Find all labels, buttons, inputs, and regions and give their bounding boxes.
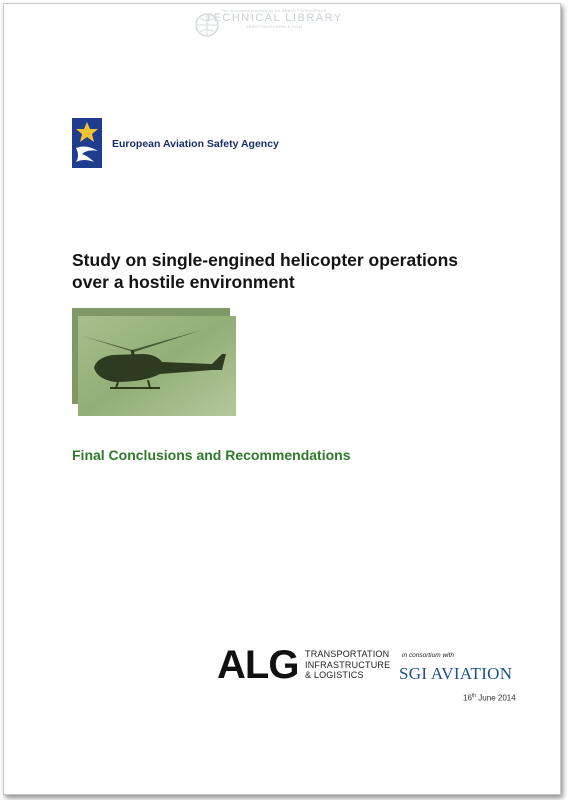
watermark-title: TECHNICAL LIBRARY [205, 12, 343, 24]
helicopter-silhouette-icon [72, 308, 236, 416]
document-subtitle: Final Conclusions and Recommendations [72, 447, 351, 463]
watermark-top-line: The document provided by the ABBOTT AEROSPACE [221, 8, 327, 13]
date-suffix: th [471, 693, 477, 699]
consortium-text: in consortium with [402, 652, 455, 659]
date-day: 16 [463, 693, 472, 703]
alg-logo: ALG [217, 643, 299, 687]
cover-image [72, 308, 236, 416]
document-date [463, 693, 516, 703]
easa-logo-icon [72, 118, 102, 168]
agency-name: European Aviation Safety Agency [112, 138, 279, 150]
alg-tagline-line-1: TRANSPORTATION [305, 649, 390, 659]
abbott-globe-icon [194, 12, 220, 38]
watermark-url: ABBOTTAEROSPACE.COM [245, 24, 303, 29]
alg-tagline-line-3: & LOGISTICS [305, 670, 364, 680]
title-line-1: Study on single-engined helicopter operations [72, 250, 459, 270]
sgi-aviation-logo: SGI AVIATION [399, 664, 513, 683]
document-title [72, 249, 522, 293]
document-page [3, 3, 561, 795]
title-line-2: over a hostile environment [72, 272, 295, 292]
alg-tagline-line-2: INFRASTRUCTURE [305, 659, 391, 670]
date-rest: June 2014 [476, 693, 516, 703]
alg-tagline [305, 649, 390, 681]
watermark [194, 8, 354, 29]
